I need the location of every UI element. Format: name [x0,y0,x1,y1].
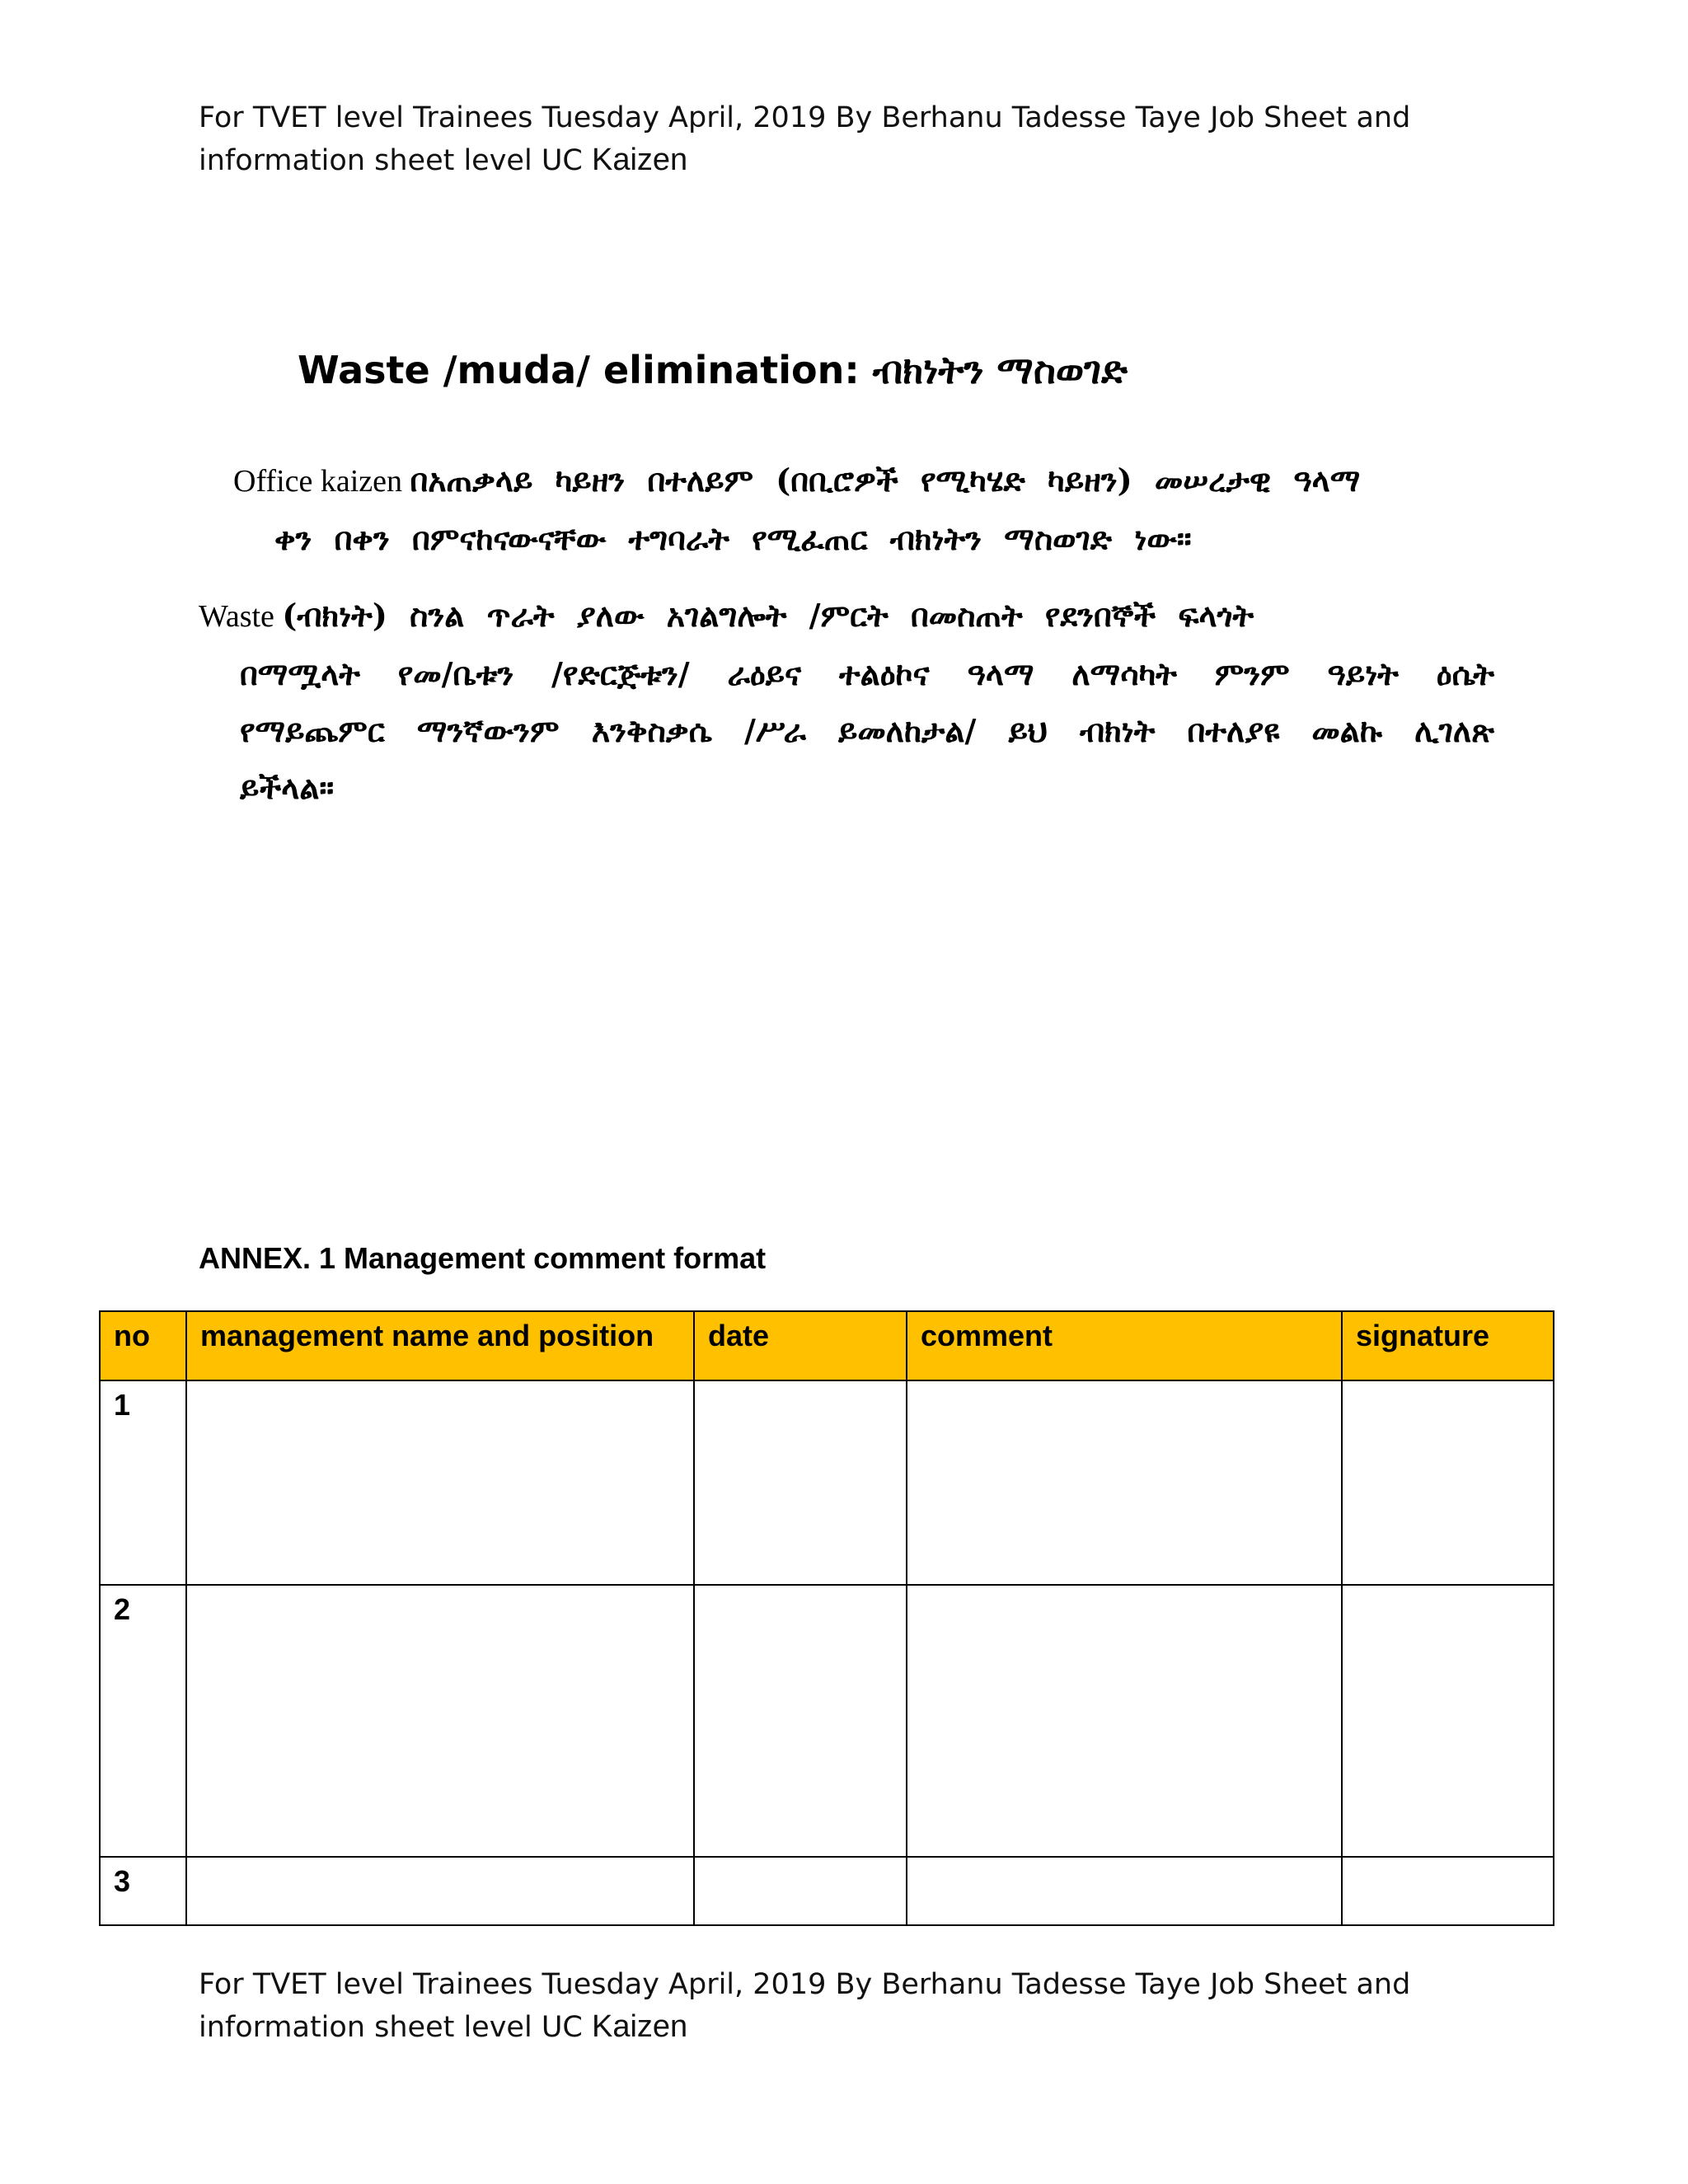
page-footer [199,1964,1435,2049]
row-number-cell: 3 [100,1857,186,1925]
management-comment-table [99,1310,1554,1926]
signature-cell[interactable] [1342,1380,1554,1585]
paragraph-office-kaizen [233,452,1494,567]
paragraph-waste [199,587,1494,816]
date-cell[interactable] [694,1380,907,1585]
page-header [199,97,1435,182]
column-header-date: date [694,1311,907,1380]
signature-cell[interactable] [1342,1585,1554,1857]
column-header-comment: comment [907,1311,1342,1380]
date-cell[interactable] [694,1585,907,1857]
paragraph1-lead: Office kaizen [233,464,410,499]
paragraph2-line1: (ብክነት) ስንል ጥራት ያለው አገልግሎት /ምርት በመስጠት የደንበኞች ፍላጎት [282,597,1254,634]
management-cell[interactable] [186,1585,694,1857]
paragraph2-lead: Waste [199,599,283,634]
signature-cell[interactable] [1342,1857,1554,1925]
header-line-2-text: information sheet level UC [199,144,592,177]
header-line-2 [199,139,1435,182]
paragraph1-line1: በአጠቃላይ ካይዘን በተለይም (በቢሮዎች የሚካሄድ ካይዘን) መሠረታዊ ዓላማ [410,462,1361,499]
management-cell[interactable] [186,1857,694,1925]
column-header-signature: signature [1342,1311,1554,1380]
column-header-management: management name and position [186,1311,694,1380]
row-number-cell: 1 [100,1380,186,1585]
footer-line-1: For TVET level Trainees Tuesday April, 2019 By Berhanu Tadesse Taye Job Sheet and [199,1968,1411,2001]
footer-line-2-text: information sheet level UC [199,2011,592,2044]
footer-line-2 [199,2006,1435,2049]
column-header-no: no [100,1311,186,1380]
header-kaizen: Kaizen [592,143,688,177]
page-title [298,348,1128,394]
date-cell[interactable] [694,1857,907,1925]
table-header-row [100,1311,1554,1380]
paragraph1-rest: ቀን በቀን በምናከናውናቸው ተግባራት የሚፈጠር ብክነትን ማስወገድ ነው። [274,520,1192,557]
paragraph2-rest: በማሟላት የመ/ቤቱን /የድርጅቱን/ ራዕይና ተልዕኮና ዓላማ ለማሳካት ምንም ዓይነት ዕሴት የማይጨምር ማንኛውንም እንቅስቃሴ /ሥራ ይመለከታል/ ይህ ብክነት በተለያዩ መልኩ ሊገለጽ ይችላል። [240,655,1494,806]
comment-cell[interactable] [907,1857,1342,1925]
annex-title: ANNEX. 1 Management comment format [199,1241,767,1275]
table-row [100,1585,1554,1857]
comment-cell[interactable] [907,1380,1342,1585]
row-number-cell: 2 [100,1585,186,1857]
title-amharic: ብክነትን ማስወገድ [872,348,1128,392]
table-row [100,1380,1554,1585]
header-line-1: For TVET level Trainees Tuesday April, 2019 By Berhanu Tadesse Taye Job Sheet and [199,101,1411,134]
title-english: Waste /muda/ elimination: [298,348,873,392]
table-row [100,1857,1554,1925]
comment-cell[interactable] [907,1585,1342,1857]
footer-kaizen: Kaizen [592,2009,688,2044]
management-cell[interactable] [186,1380,694,1585]
